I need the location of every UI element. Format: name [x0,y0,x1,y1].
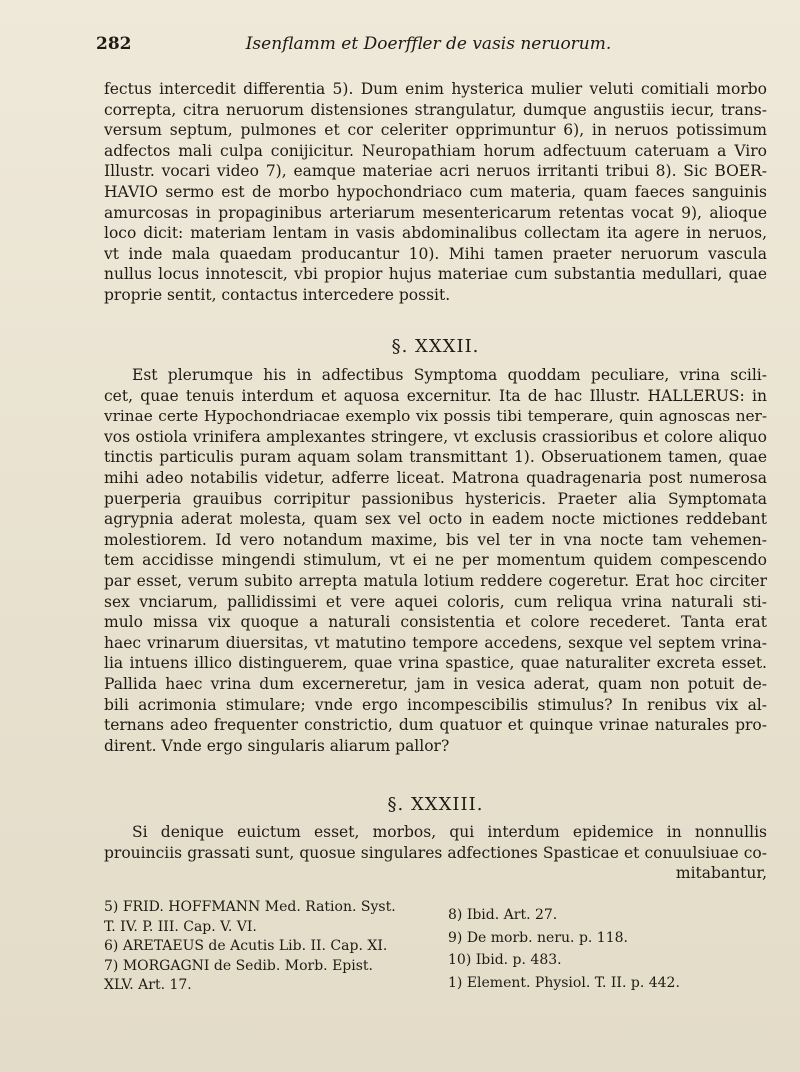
text-line: par esset, verum subito arrepta matula lotium reddere cogeretur. Erat hoc circiter [104,571,767,590]
footnote-line: 9) De morb. neru. p. 118. [448,929,628,946]
text-line: HAVIO sermo est de morbo hypochondriaco cum materia, quam faeces sanguinis [104,182,767,201]
text-line: ternans adeo frequenter constrictio, dum quatuor et quinque vrinae naturales pro- [104,716,767,735]
footnote-line: 8) Ibid. Art. 27. [448,907,558,923]
section-33-paragraph [104,822,767,884]
paragraph-continuation [104,79,767,306]
text-line: correpta, citra neruorum distensiones strangulatur, dumque angustiis iecur, trans- [104,100,767,119]
text-line: mulo missa vix quoque a naturali consistentia et colore recederet. Tanta erat [104,613,767,632]
footnote-line: 10) Ibid. p. 483. [448,952,562,968]
footnote-line: XLV. Art. 17. [104,977,192,993]
text-line: Pallida haec vrina dum excerneretur, jam in vesica aderat, quam non potuit de- [104,674,767,693]
text-line: molestiorem. Id vero notandum maxime, bis vel ter in vna nocte tam vehemen- [104,530,767,549]
text-line: prouinciis grassati sunt, quosue singulares adfectiones Spasticae et conuulsiuae co- [104,843,767,862]
text-line: bili acrimonia stimulare; vnde ergo incompescibilis stimulus? In renibus vix al- [104,695,767,714]
page-number: 282 [96,34,132,54]
text-line: Illustr. vocari video 7), eamque materiae acri neruos irritanti tribui 8). Sic BOER- [104,162,767,181]
text-line: versum septum, pulmones et cor celeriter opprimuntur 6), in neruos potissimum [104,121,767,140]
running-head [96,34,761,58]
text-line: dirent. Vnde ergo singularis aliarum pallor? [104,736,450,755]
text-line: loco dicit: materiam lentam in vasis abdominalibus collectam ita agere in neruos, [104,224,767,243]
text-line: vos ostiola vrinifera amplexantes stringere, vt exclusis crassioribus et colore aliquo [104,427,767,446]
text-line: sex vnciarum, pallidissimi et vere aquei coloris, cum reliqua vrina naturali sti- [104,592,767,611]
text-line: adfectos mali culpa conijicitur. Neuropathiam horum adfectuum cateruam a Viro [104,141,767,160]
footnote-line: 5) FRID. HOFFMANN Med. Ration. Syst. [104,899,396,915]
text-line: haec vrinarum diuersitas, vt matutino tempore accedens, sexque vel septem vrina- [104,633,767,652]
text-line: mihi adeo notabilis videtur, adferre liceat. Matrona quadragenaria post numerosa [104,468,767,487]
text-line: puerperia grauibus corripitur passionibus hystericis. Praeter alia Symptomata [104,489,767,508]
text-line: Si denique euictum esset, morbos, qui interdum epidemice in nonnullis [132,823,767,841]
text-line: vt inde mala quaedam producantur 10). Mihi tamen praeter neruorum vascula [104,244,767,263]
text-line: tem accidisse mingendi stimulum, vt ei ne per momentum quidem compescendo [104,551,767,570]
footnotes-left-column [104,898,404,996]
footnote-line: T. IV. P. III. Cap. V. VI. [104,918,257,935]
footnote-line: 6) ARETAEUS de Acutis Lib. II. Cap. XI. [104,938,388,954]
running-title: Isenflamm et Doerffler de vasis neruorum. [245,34,612,54]
text-line: proprie sentit, contactus intercedere possit. [104,285,451,304]
text-line: amurcosas in propaginibus arteriarum mesentericarum retentas vocat 9), alioque [104,203,767,222]
text-line: nullus locus innotescit, vbi propior hujus materiae cum substantia medullari, quae [104,265,767,284]
footnote-line: 7) MORGAGNI de Sedib. Morb. Epist. [104,957,373,974]
text-line: fectus intercedit differentia 5). Dum enim hysterica mulier veluti comitiali morbo [104,80,767,98]
footnote-line: 1) Element. Physiol. T. II. p. 442. [448,974,680,991]
text-line: cet, quae tenuis interdum et aquosa excernitur. Ita de hac Illustr. HALLERUS: in [104,386,767,405]
text-line: lia intuens illico distinguerem, quae vrina spastice, quae naturaliter excreta esset. [104,654,767,673]
text-line: agrypnia aderat molesta, quam sex vel octo in eadem nocte mictiones reddebant [104,510,767,529]
section-heading-33: §. XXXIII. [387,794,484,815]
text-line: tinctis particulis puram aquam solam transmittant 1). Obseruationem tamen, quae [104,448,767,467]
text-line: vrinae certe Hypochondriacae exemplo vix possis tibi temperare, quin agnoscas ner- [104,407,767,426]
footnotes-right-column [448,904,768,994]
section-heading-32: §. XXXII. [391,336,480,357]
catchword: mitabantur, [675,864,767,883]
section-32-paragraph [104,365,767,756]
text-line: Est plerumque his in adfectibus Symptoma quoddam peculiare, vrina scili- [132,366,767,384]
